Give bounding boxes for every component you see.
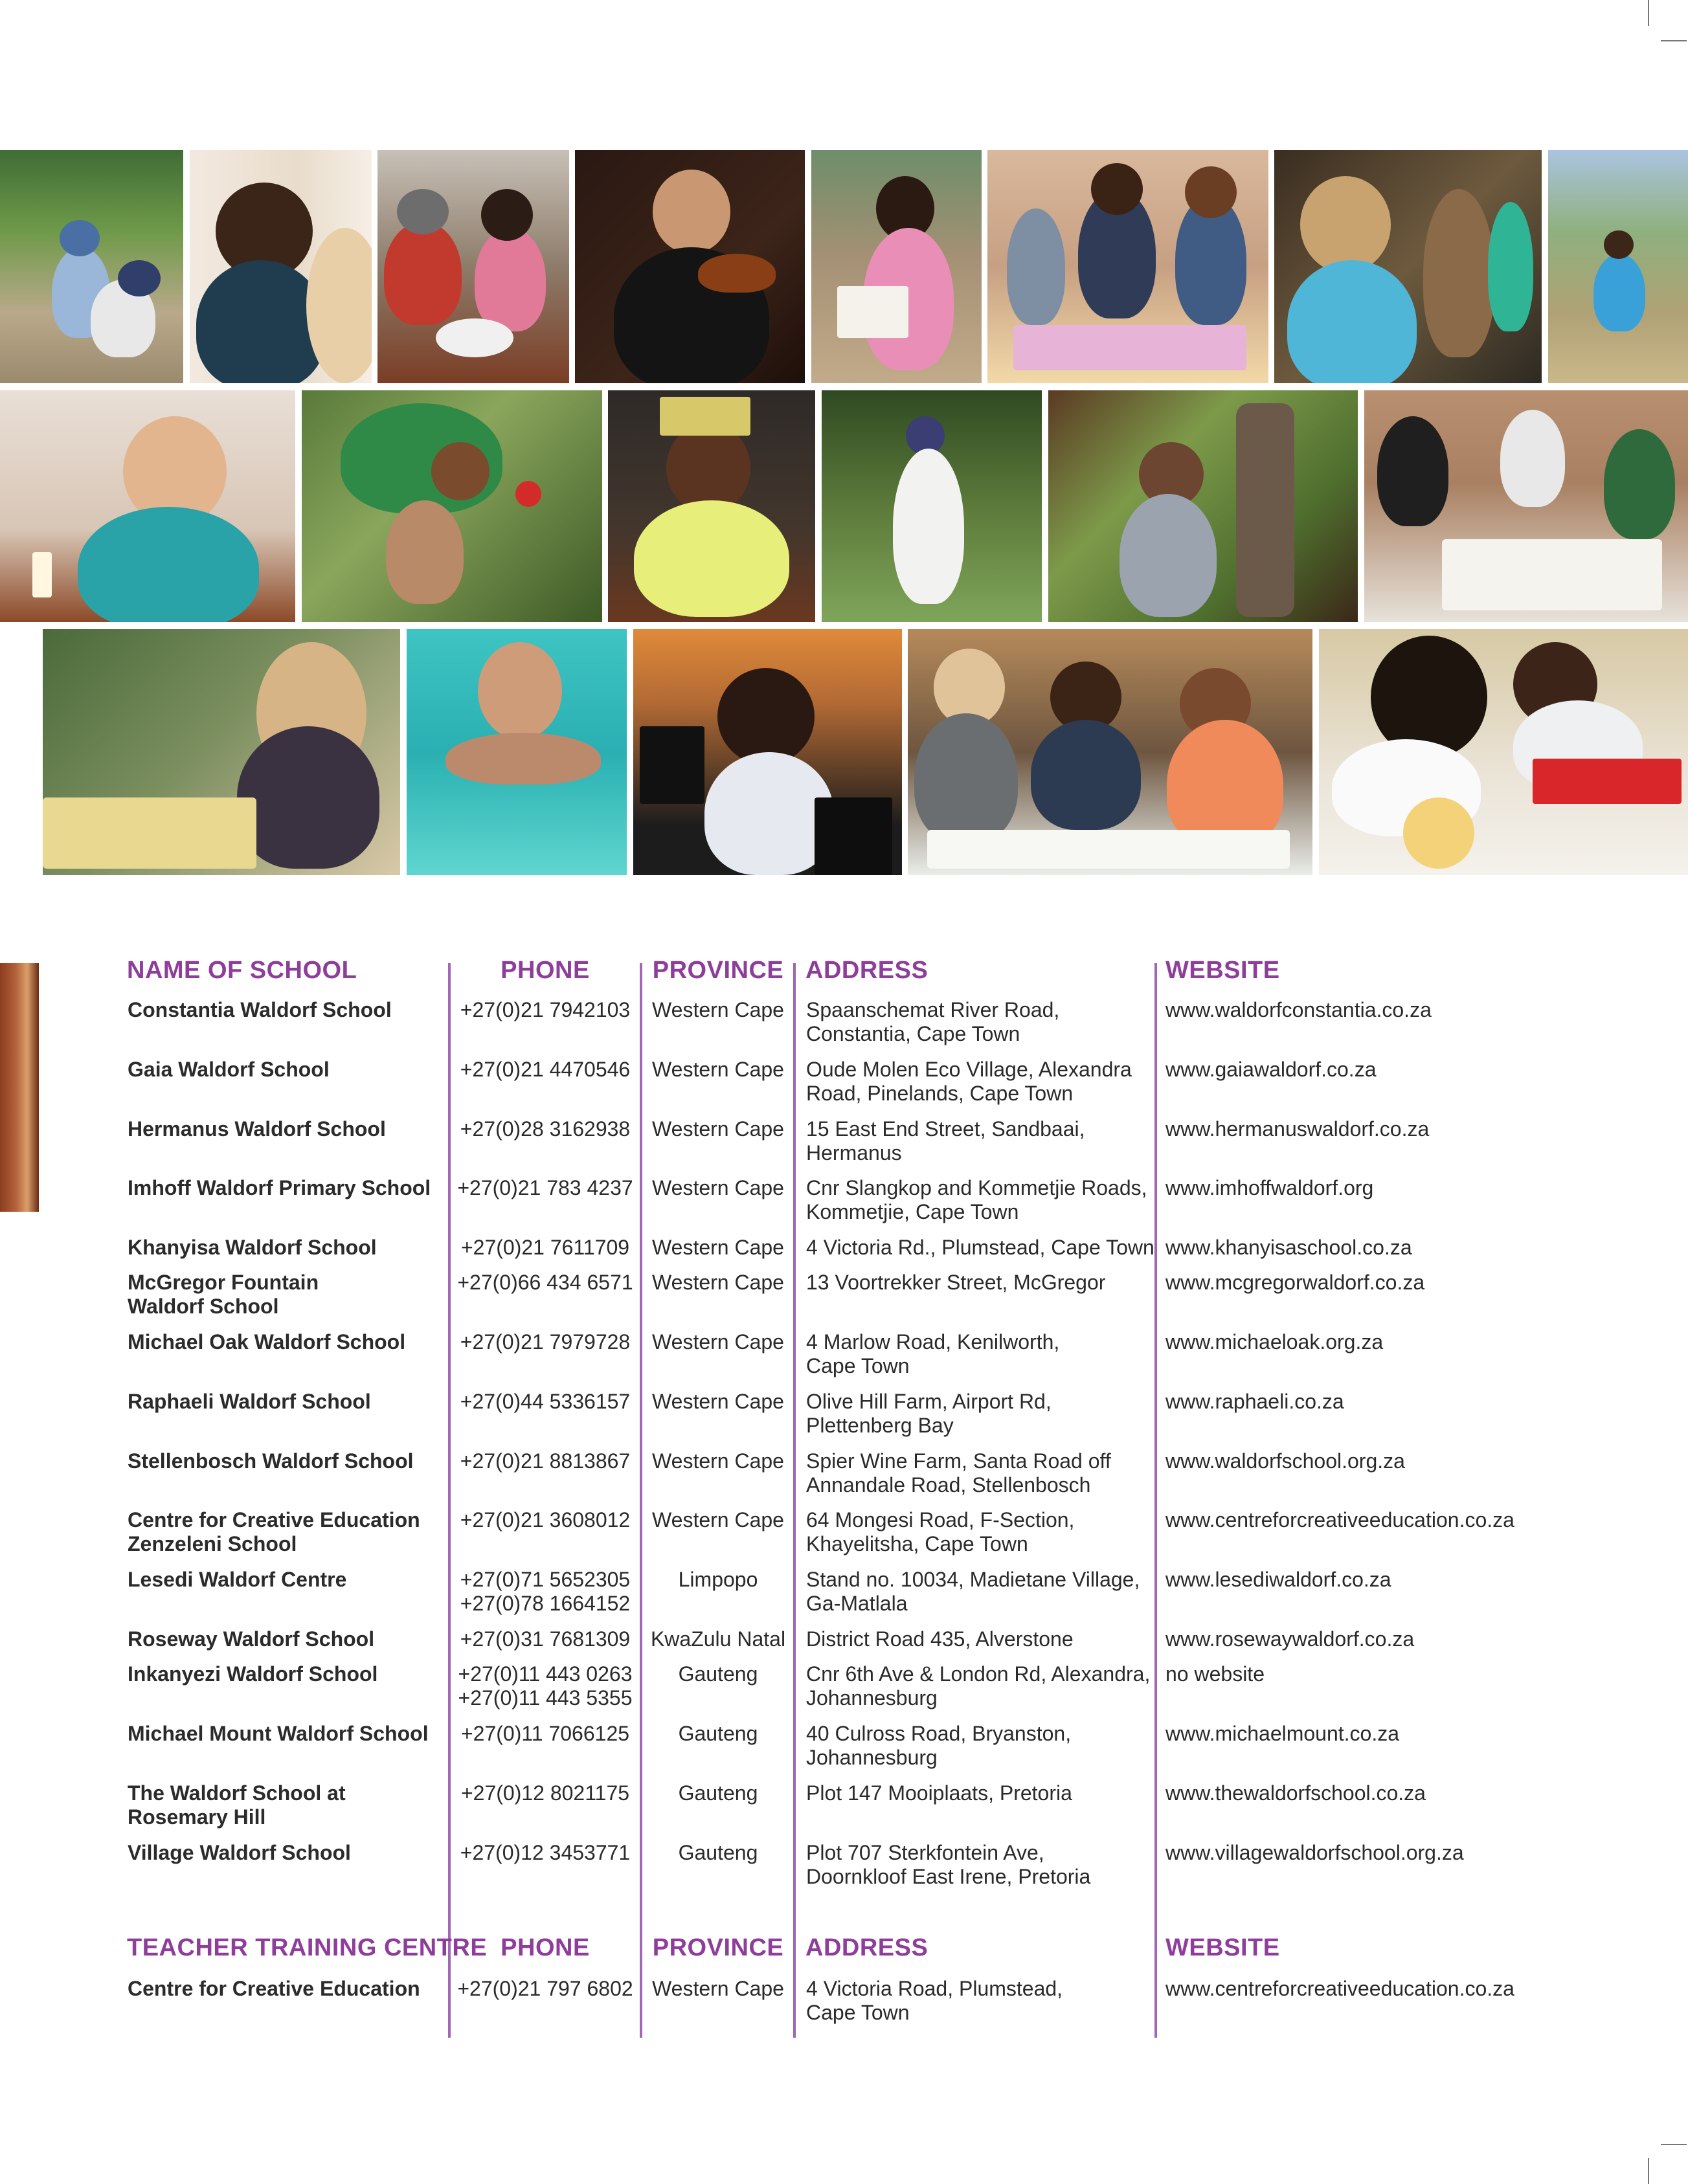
- cell-name: [128, 1390, 438, 1414]
- cell-name: [128, 1977, 438, 2001]
- cell-line: Olive Hill Farm, Airport Rd,: [806, 1390, 1052, 1413]
- cell-name: [128, 1508, 438, 1556]
- cell-line: 4 Victoria Road, Plumstead,: [806, 1977, 1063, 2000]
- cell-address: [806, 1449, 1149, 1497]
- cell-website[interactable]: [1165, 1058, 1528, 1082]
- cell-website: [1165, 1662, 1528, 1686]
- cell-line: Roseway Waldorf School: [128, 1627, 375, 1651]
- photo-girl-reading: [811, 150, 982, 383]
- cell-phone: [451, 1058, 639, 1082]
- cell-line: Ga-Matlala: [806, 1592, 908, 1615]
- cell-line: +27(0)12 3453771: [460, 1841, 631, 1864]
- cell-name: [128, 1330, 438, 1354]
- cell-website[interactable]: [1165, 1781, 1528, 1805]
- cell-line: www.rosewaywaldorf.co.za: [1165, 1627, 1415, 1651]
- crop-mark: [1661, 40, 1687, 41]
- cell-line: +27(0)44 5336157: [460, 1390, 631, 1413]
- cell-line: Gauteng: [678, 1722, 758, 1745]
- cell-name: [128, 1271, 438, 1319]
- cell-line: +27(0)21 3608012: [460, 1508, 631, 1532]
- cell-line: www.imhoffwaldorf.org: [1165, 1176, 1374, 1199]
- cell-line: Cnr Slangkop and Kommetjie Roads,: [806, 1176, 1147, 1199]
- cell-line: Centre for Creative Education: [128, 1977, 420, 2000]
- cell-address: [806, 1176, 1149, 1224]
- cell-line: Kommetjie, Cape Town: [806, 1200, 1019, 1223]
- cell-phone: [451, 1781, 639, 1805]
- cell-line: Gauteng: [678, 1662, 758, 1686]
- cell-line: www.khanyisaschool.co.za: [1165, 1236, 1412, 1259]
- cell-line: Western Cape: [652, 1390, 784, 1413]
- header-name-of-school: NAME OF SCHOOL: [127, 957, 357, 984]
- cell-line: www.centreforcreativeeducation.co.za: [1165, 1977, 1514, 2000]
- cell-website[interactable]: [1165, 1841, 1528, 1865]
- cell-line: +27(0)12 8021175: [460, 1781, 630, 1805]
- cell-line: www.centreforcreativeeducation.co.za: [1165, 1508, 1514, 1532]
- cell-line: Hermanus: [806, 1141, 902, 1164]
- header-phone: PHONE: [501, 1934, 590, 1961]
- cell-line: McGregor Fountain: [128, 1271, 319, 1294]
- cell-line: Road, Pinelands, Cape Town: [806, 1082, 1074, 1105]
- photo-boys-pencils: [1319, 629, 1688, 875]
- cell-phone: [451, 1568, 639, 1616]
- cell-line: Khanyisa Waldorf School: [128, 1236, 377, 1259]
- side-image-strip: [0, 963, 39, 1212]
- photo-cricket: [822, 390, 1042, 622]
- cell-province: [643, 1449, 793, 1473]
- cell-line: Western Cape: [652, 1236, 784, 1259]
- cell-line: Plot 147 Mooiplaats, Pretoria: [806, 1781, 1072, 1805]
- cell-line: www.waldorfschool.org.za: [1165, 1449, 1405, 1473]
- cell-line: www.michaelmount.co.za: [1165, 1722, 1400, 1745]
- cell-line: Khayelitsha, Cape Town: [806, 1532, 1028, 1555]
- cell-province: [643, 1508, 793, 1532]
- cell-phone: [451, 1508, 639, 1532]
- cell-phone: [451, 1236, 639, 1260]
- crop-mark: [1648, 0, 1649, 26]
- cell-line: Lesedi Waldorf Centre: [128, 1568, 347, 1591]
- cell-phone: [451, 1841, 639, 1865]
- cell-address: [806, 1722, 1149, 1770]
- cell-address: [806, 1781, 1149, 1805]
- cell-line: www.villagewaldorfschool.org.za: [1165, 1841, 1464, 1864]
- cell-website[interactable]: [1165, 1627, 1528, 1651]
- photo-teens-drawing: [908, 629, 1312, 875]
- cell-line: www.michaeloak.org.za: [1165, 1330, 1384, 1354]
- cell-address: [806, 1058, 1149, 1106]
- column-divider: [1154, 963, 1157, 2038]
- cell-website[interactable]: [1165, 1722, 1528, 1746]
- photo-girl-painting: [43, 629, 400, 875]
- cell-website[interactable]: [1165, 1977, 1528, 2001]
- cell-province: [643, 1176, 793, 1200]
- cell-line: +27(0)21 7942103: [460, 998, 631, 1021]
- cell-website[interactable]: [1165, 1508, 1528, 1532]
- cell-name: [128, 1568, 438, 1592]
- cell-line: Plot 707 Sterkfontein Ave,: [806, 1841, 1044, 1864]
- cell-name: [128, 1722, 438, 1746]
- cell-line: 64 Mongesi Road, F-Section,: [806, 1508, 1075, 1532]
- cell-line: Western Cape: [652, 1330, 784, 1354]
- photo-children-painting: [987, 150, 1268, 383]
- photo-swimmer: [407, 629, 627, 875]
- cell-website[interactable]: [1165, 1390, 1528, 1414]
- cell-line: www.lesediwaldorf.co.za: [1165, 1568, 1391, 1591]
- cell-line: Western Cape: [652, 1508, 784, 1532]
- photo-girl-bag: [1274, 150, 1542, 383]
- cell-province: [643, 1058, 793, 1082]
- cell-website[interactable]: [1165, 998, 1528, 1022]
- cell-website[interactable]: [1165, 1271, 1528, 1295]
- cell-line: Cnr 6th Ave & London Rd, Alexandra,: [806, 1662, 1151, 1686]
- cell-phone: [451, 1449, 639, 1473]
- cell-province: [643, 1236, 793, 1260]
- photo-girl-candle: [0, 390, 295, 622]
- cell-phone: [451, 998, 639, 1022]
- cell-address: [806, 1841, 1149, 1889]
- cell-name: [128, 998, 438, 1022]
- cell-line: Oude Molen Eco Village, Alexandra: [806, 1058, 1132, 1081]
- cell-website[interactable]: [1165, 1330, 1528, 1354]
- cell-name: [128, 1781, 438, 1829]
- cell-line: +27(0)21 7611709: [460, 1236, 630, 1259]
- cell-province: [643, 1781, 793, 1805]
- column-divider: [640, 963, 642, 2038]
- cell-name: [128, 1841, 438, 1865]
- cell-name: [128, 1627, 438, 1651]
- cell-line: +27(0)66 434 6571: [457, 1271, 633, 1294]
- photo-boy-tree: [1048, 390, 1358, 622]
- photo-children-garden: [0, 150, 183, 383]
- cell-line: 4 Marlow Road, Kenilworth,: [806, 1330, 1060, 1354]
- cell-line: +27(0)28 3162938: [460, 1117, 631, 1141]
- cell-province: [643, 1627, 793, 1651]
- cell-name: [128, 1236, 438, 1260]
- cell-line: Cape Town: [806, 2001, 910, 2024]
- cell-line: +27(0)21 783 4237: [457, 1176, 633, 1199]
- cell-address: [806, 1508, 1149, 1556]
- cell-line: www.gaiawaldorf.co.za: [1165, 1058, 1377, 1081]
- cell-address: [806, 1568, 1149, 1616]
- cell-website[interactable]: [1165, 1449, 1528, 1473]
- cell-line: Stellenbosch Waldorf School: [128, 1449, 414, 1473]
- cell-line: 4 Victoria Rd., Plumstead, Cape Town: [806, 1236, 1154, 1259]
- cell-line: Spaanschemat River Road,: [806, 998, 1060, 1021]
- photo-children-tables: [1364, 390, 1688, 622]
- cell-line: Hermanus Waldorf School: [128, 1117, 386, 1141]
- photo-computer-student: [633, 629, 902, 875]
- cell-name: [128, 1117, 438, 1141]
- photo-children-bowl: [377, 150, 569, 383]
- cell-name: [128, 1058, 438, 1082]
- photo-curly-girl: [190, 150, 372, 383]
- cell-province: [643, 1722, 793, 1746]
- cell-line: www.thewaldorfschool.co.za: [1165, 1781, 1426, 1805]
- cell-province: [643, 1117, 793, 1141]
- cell-line: KwaZulu Natal: [650, 1627, 786, 1651]
- cell-line: 40 Culross Road, Bryanston,: [806, 1722, 1072, 1745]
- cell-line: Cape Town: [806, 1354, 910, 1377]
- cell-website[interactable]: [1165, 1176, 1528, 1200]
- cell-line: +27(0)31 7681309: [460, 1627, 631, 1651]
- cell-website[interactable]: [1165, 1117, 1528, 1141]
- cell-line: Zenzeleni School: [128, 1532, 297, 1555]
- cell-line: Western Cape: [652, 1449, 784, 1473]
- cell-line: Imhoff Waldorf Primary School: [128, 1176, 431, 1199]
- cell-address: [806, 1627, 1149, 1651]
- photo-boy-gardening: [302, 390, 602, 622]
- cell-line: Western Cape: [652, 1176, 784, 1199]
- cell-line: +27(0)21 8813867: [460, 1449, 631, 1473]
- cell-line: +27(0)11 443 5355: [458, 1686, 633, 1710]
- cell-line: The Waldorf School at: [128, 1781, 346, 1805]
- crop-mark: [1661, 2144, 1687, 2145]
- cell-address: [806, 1117, 1149, 1165]
- cell-website[interactable]: [1165, 1236, 1528, 1260]
- cell-line: +27(0)21 4470546: [460, 1058, 631, 1081]
- cell-province: [643, 1271, 793, 1295]
- cell-line: +27(0)78 1664152: [460, 1592, 631, 1615]
- cell-province: [643, 1977, 793, 2001]
- cell-line: Western Cape: [652, 1977, 784, 2000]
- cell-line: Spier Wine Farm, Santa Road off: [806, 1449, 1111, 1473]
- cell-line: Inkanyezi Waldorf School: [128, 1662, 378, 1686]
- cell-line: Constantia, Cape Town: [806, 1022, 1020, 1045]
- cell-phone: [451, 1176, 639, 1200]
- cell-line: Rosemary Hill: [128, 1805, 266, 1829]
- header-website: WEBSITE: [1165, 1934, 1280, 1961]
- cell-phone: [451, 1722, 639, 1746]
- cell-line: +27(0)71 5652305: [460, 1568, 631, 1591]
- cell-phone: [451, 1627, 639, 1651]
- crop-mark: [1648, 2158, 1649, 2184]
- cell-line: District Road 435, Alverstone: [806, 1627, 1074, 1651]
- header-province: PROVINCE: [652, 957, 784, 984]
- cell-line: no website: [1165, 1662, 1265, 1686]
- cell-line: Centre for Creative Education: [128, 1508, 420, 1532]
- cell-website[interactable]: [1165, 1568, 1528, 1592]
- cell-province: [643, 1841, 793, 1865]
- cell-line: Limpopo: [678, 1568, 758, 1591]
- cell-line: www.waldorfconstantia.co.za: [1165, 998, 1432, 1021]
- cell-province: [643, 1662, 793, 1686]
- cell-line: Michael Mount Waldorf School: [128, 1722, 429, 1745]
- cell-phone: [451, 1662, 639, 1710]
- cell-address: [806, 1662, 1149, 1710]
- cell-line: Village Waldorf School: [128, 1841, 351, 1864]
- photo-violin-boy: [575, 150, 805, 383]
- cell-province: [643, 998, 793, 1022]
- cell-line: Doornkloof East Irene, Pretoria: [806, 1865, 1091, 1888]
- cell-line: +27(0)21 797 6802: [457, 1977, 633, 2000]
- cell-phone: [451, 1117, 639, 1141]
- cell-line: Johannesburg: [806, 1686, 938, 1710]
- header-phone: PHONE: [501, 957, 590, 984]
- cell-line: Western Cape: [652, 1117, 784, 1141]
- photo-sports-field: [1548, 150, 1688, 383]
- cell-line: www.mcgregorwaldorf.co.za: [1165, 1271, 1425, 1294]
- cell-line: Stand no. 10034, Madietane Village,: [806, 1568, 1140, 1591]
- cell-address: [806, 1330, 1149, 1378]
- cell-line: Waldorf School: [128, 1295, 279, 1318]
- cell-line: Western Cape: [652, 1058, 784, 1081]
- header-address: ADDRESS: [805, 957, 928, 984]
- cell-address: [806, 998, 1149, 1046]
- cell-line: Michael Oak Waldorf School: [128, 1330, 406, 1354]
- photo-boy-crown: [608, 390, 815, 622]
- cell-name: [128, 1662, 438, 1686]
- cell-line: Annandale Road, Stellenbosch: [806, 1473, 1091, 1497]
- cell-line: Johannesburg: [806, 1746, 938, 1769]
- cell-phone: [451, 1390, 639, 1414]
- cell-line: 15 East End Street, Sandbaai,: [806, 1117, 1085, 1141]
- header-province: PROVINCE: [652, 1934, 784, 1961]
- cell-line: 13 Voortrekker Street, McGregor: [806, 1271, 1106, 1294]
- cell-line: Raphaeli Waldorf School: [128, 1390, 371, 1413]
- cell-province: [643, 1330, 793, 1354]
- cell-province: [643, 1390, 793, 1414]
- cell-line: +27(0)11 7066125: [460, 1722, 630, 1745]
- cell-line: Gaia Waldorf School: [128, 1058, 330, 1081]
- cell-name: [128, 1449, 438, 1473]
- cell-line: Constantia Waldorf School: [128, 998, 392, 1021]
- cell-line: Plettenberg Bay: [806, 1414, 954, 1437]
- cell-line: +27(0)11 443 0263: [458, 1662, 633, 1686]
- cell-name: [128, 1176, 438, 1200]
- cell-line: Western Cape: [652, 998, 784, 1021]
- header-address: ADDRESS: [805, 1934, 928, 1961]
- cell-phone: [451, 1977, 639, 2001]
- cell-phone: [451, 1330, 639, 1354]
- cell-address: [806, 1977, 1149, 2025]
- cell-address: [806, 1236, 1154, 1260]
- cell-line: www.hermanuswaldorf.co.za: [1165, 1117, 1430, 1141]
- cell-line: Gauteng: [678, 1841, 758, 1864]
- column-divider: [448, 963, 451, 2038]
- cell-line: www.raphaeli.co.za: [1165, 1390, 1344, 1413]
- header-website: WEBSITE: [1165, 957, 1280, 984]
- header-teacher-training-centre: TEACHER TRAINING CENTRE: [127, 1934, 488, 1961]
- cell-address: [806, 1271, 1149, 1295]
- cell-line: +27(0)21 7979728: [460, 1330, 631, 1354]
- column-divider: [793, 963, 796, 2038]
- cell-phone: [451, 1271, 639, 1295]
- cell-address: [806, 1390, 1149, 1438]
- cell-line: Western Cape: [652, 1271, 784, 1294]
- cell-line: Gauteng: [678, 1781, 758, 1805]
- cell-province: [643, 1568, 793, 1592]
